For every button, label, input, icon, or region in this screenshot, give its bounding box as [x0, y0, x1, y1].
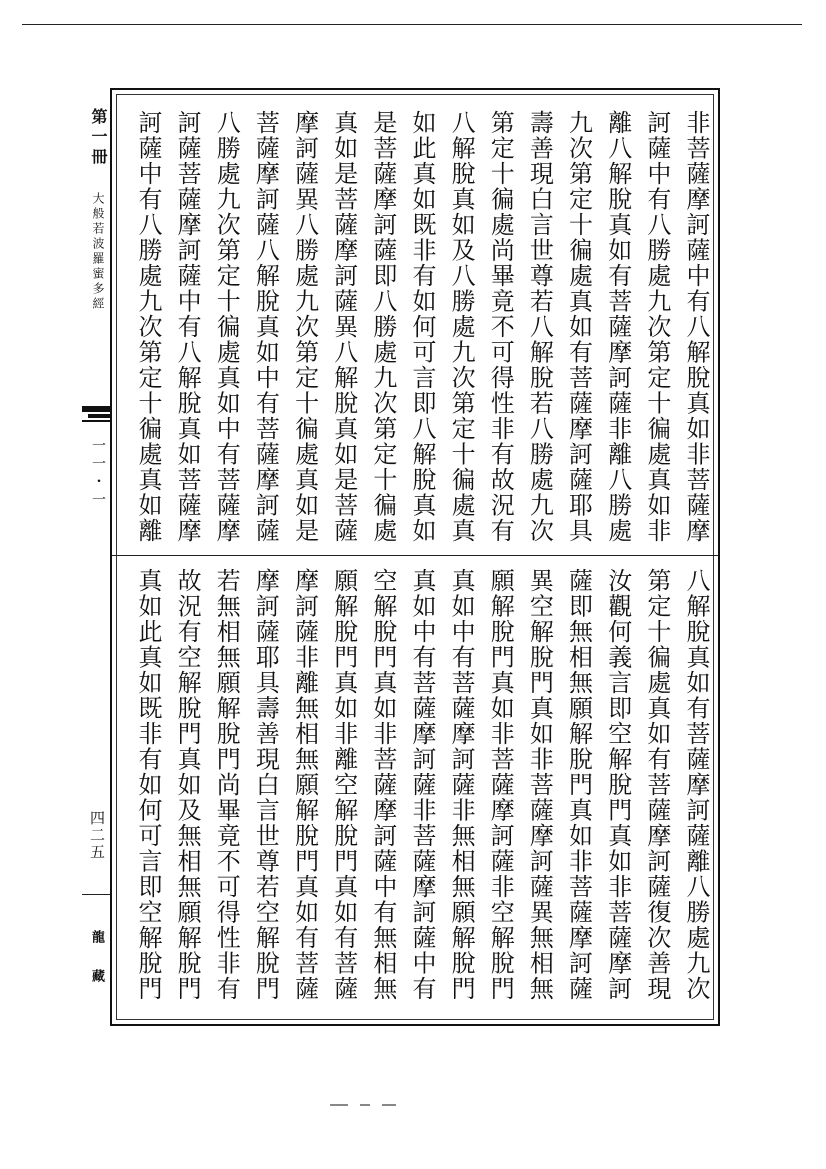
- text-column: 故況有空解脫門真如及無相無願解脫門: [173, 568, 202, 1002]
- text-column: 如此真如既非有如何可言即八解脫真如: [407, 110, 436, 544]
- text-column: 訶薩菩薩摩訶薩中有八解脫真如菩薩摩: [173, 110, 202, 544]
- text-column: 是菩薩摩訶薩即八勝處九次第定十徧處: [368, 110, 397, 544]
- text-column: 八解脫真如有菩薩摩訶薩離八勝處九次: [681, 568, 710, 1002]
- text-column: 摩訶薩耶具壽善現白言世尊若空解脫門: [251, 568, 280, 1002]
- text-column: 第定十徧處尚畢竟不可得性非有故況有: [486, 110, 515, 544]
- text-column: 訶薩中有八勝處九次第定十徧處真如離: [134, 110, 162, 544]
- text-column: 九次第定十徧處真如有菩薩摩訶薩耶具: [564, 110, 593, 544]
- text-column: 異空解脫門真如非菩薩摩訶薩異無相無: [525, 568, 554, 1002]
- folio-number: 一一・一: [90, 438, 106, 510]
- upper-register: [122, 110, 708, 558]
- scan-artifact-marks: [330, 1104, 410, 1108]
- fish-tail-mark-icon: [82, 406, 110, 424]
- text-column: 第定十徧處真如有菩薩摩訶薩復次善現: [642, 568, 671, 1002]
- text-column: 薩即無相無願解脫門真如非菩薩摩訶薩: [564, 568, 593, 1002]
- page-top-rule: [22, 24, 802, 25]
- sutra-title: 大般若波羅蜜多經: [91, 192, 105, 312]
- page-number: 四二五: [88, 810, 106, 861]
- text-column: 真如中有菩薩摩訶薩非菩薩摩訶薩中有: [407, 568, 436, 1002]
- collection-mark: 龍藏: [89, 930, 104, 1008]
- text-frame: [110, 88, 720, 1026]
- page-number-rule: [82, 894, 110, 895]
- text-column: 八勝處九次第定十徧處真如中有菩薩摩: [212, 110, 241, 544]
- text-column: 非菩薩摩訶薩中有八解脫真如非菩薩摩: [681, 110, 710, 544]
- text-column: 離八解脫真如有菩薩摩訶薩非離八勝處: [603, 110, 632, 544]
- text-column: 真如此真如既非有如何可言即空解脫門: [134, 568, 162, 1002]
- text-column: 若無相無願解脫門尚畢竟不可得性非有: [212, 568, 241, 1002]
- text-column: 真如中有菩薩摩訶薩非無相無願解脫門: [447, 568, 476, 1002]
- text-column: 空解脫門真如非菩薩摩訶薩中有無相無: [368, 568, 397, 1002]
- text-column: 摩訶薩非離無相無願解脫門真如有菩薩: [290, 568, 319, 1002]
- text-column: 真如是菩薩摩訶薩異八解脫真如是菩薩: [329, 110, 358, 544]
- text-column: 壽善現白言世尊若八解脫若八勝處九次: [525, 110, 554, 544]
- text-column: 訶薩中有八勝處九次第定十徧處真如非: [642, 110, 671, 544]
- text-column: 願解脫門真如非離空解脫門真如有菩薩: [329, 568, 358, 1002]
- text-column: 八解脫真如及八勝處九次第定十徧處真: [447, 110, 476, 544]
- volume-label: 第一冊: [89, 108, 108, 168]
- text-column: 汝觀何義言即空解脫門真如非菩薩摩訶: [603, 568, 632, 1002]
- text-column: 菩薩摩訶薩八解脫真如中有菩薩摩訶薩: [251, 110, 280, 544]
- lower-register: [122, 568, 708, 1016]
- margin-strip: [82, 88, 110, 1026]
- text-column: 願解脫門真如非菩薩摩訶薩非空解脫門: [486, 568, 515, 1002]
- text-column: 摩訶薩異八勝處九次第定十徧處真如是: [290, 110, 319, 544]
